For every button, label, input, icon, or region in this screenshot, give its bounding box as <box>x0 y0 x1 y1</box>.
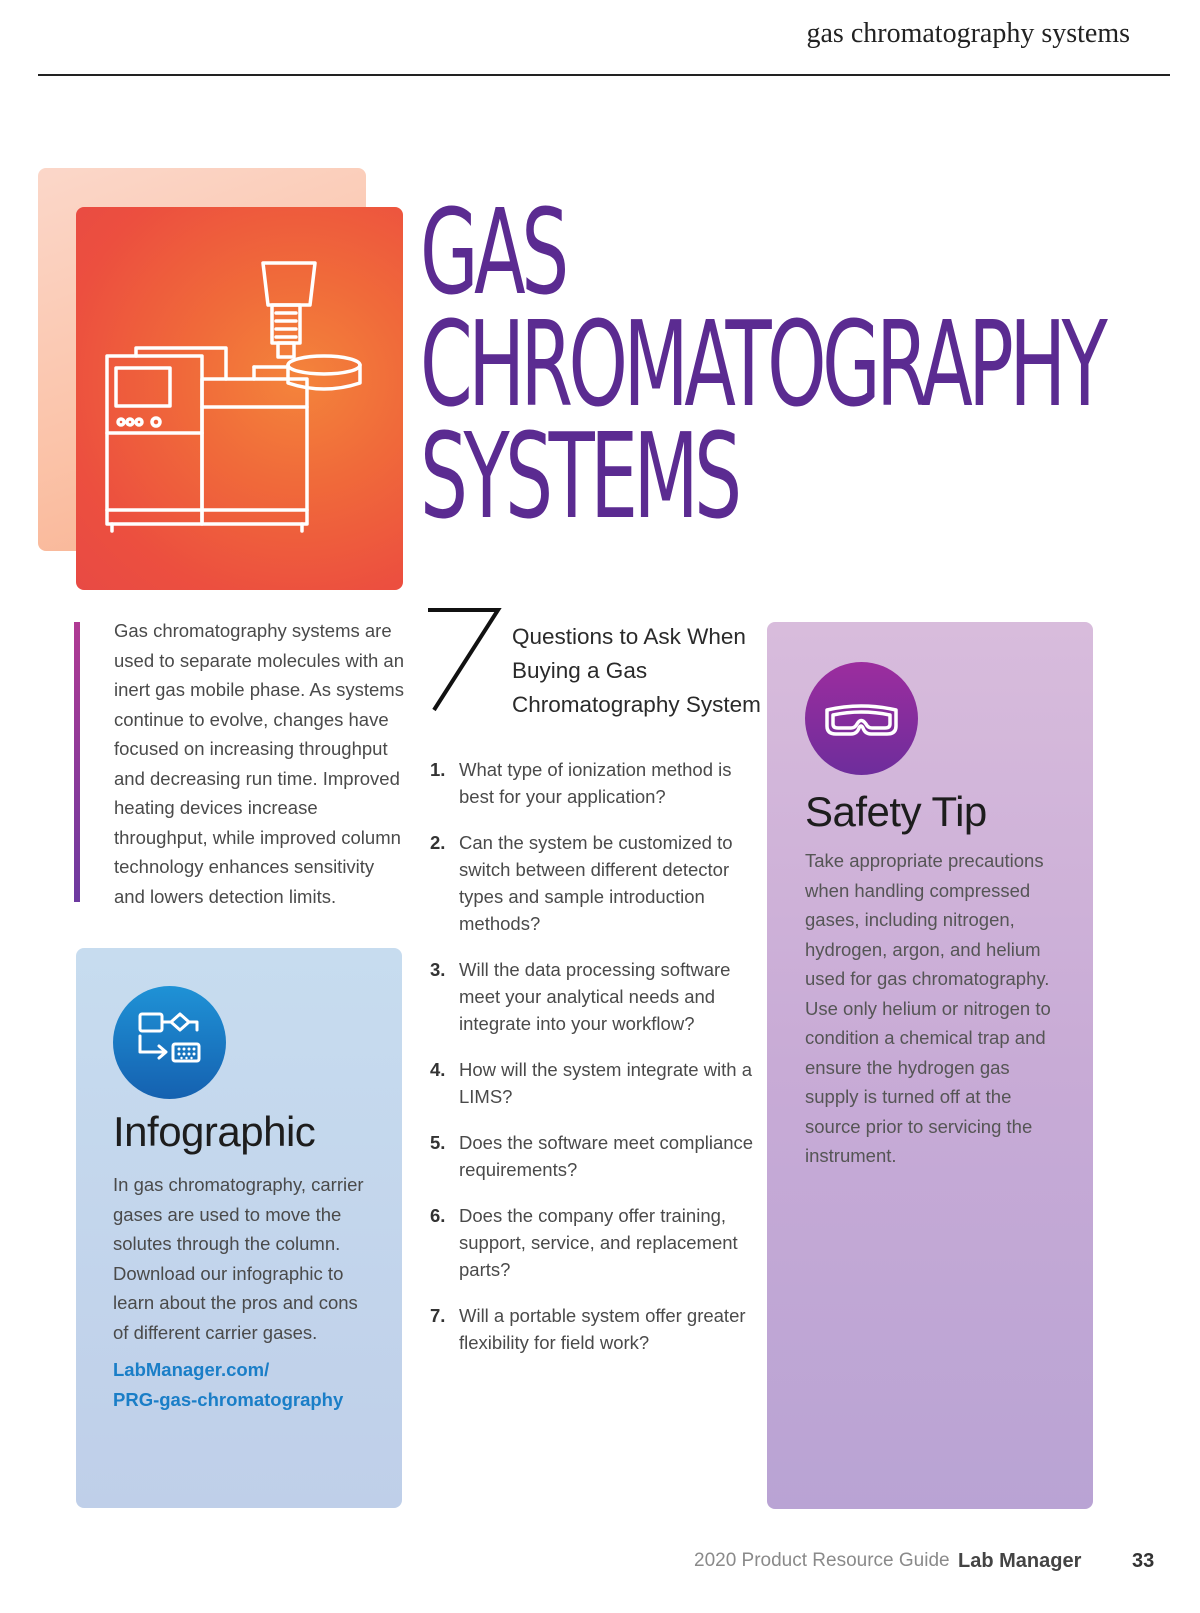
question-text: Does the software meet compliance requirements? <box>459 1132 754 1180</box>
question-number: 7. <box>430 1305 446 1326</box>
question-item <box>430 756 760 810</box>
question-number: 2. <box>430 832 446 853</box>
question-number: 5. <box>430 1132 446 1153</box>
question-number: 4. <box>430 1059 446 1080</box>
question-text: Will a portable system offer greater flexibility for field work? <box>459 1305 746 1353</box>
page-number: 33 <box>1132 1550 1155 1572</box>
question-text: What type of ionization method is best for your application? <box>459 759 732 807</box>
question-item <box>430 1056 760 1110</box>
safety-tip-text: Take appropriate precautions when handling compressed gases, including nitrogen, hydrogen, argon, and helium used for gas chromatography. Use only helium or nitrogen to condition a chemical trap and ensure the hydrogen gas supply is turned off at the source prior to servicing the instrument. <box>805 850 1051 1166</box>
big-number-seven <box>424 602 504 719</box>
question-number: 3. <box>430 959 446 980</box>
intro-accent-bar <box>74 622 80 902</box>
question-item <box>430 829 760 937</box>
questions-heading: Questions to Ask When Buying a Gas Chromatography System <box>512 624 761 717</box>
question-item <box>430 1302 760 1356</box>
goggles-glyph <box>805 662 918 775</box>
infographic-link-line-2: PRG-gas-chromatography <box>113 1388 344 1410</box>
header-rule <box>38 74 1170 76</box>
infographic-link-line-1: LabManager.com/ <box>113 1359 270 1380</box>
intro-paragraph: Gas chromatography systems are used to separate molecules with an inert gas mobile phase. As systems continue to evolve, changes have focused on increasing throughput and decreasing run time. Improved heating devices increase throughput, while improved column technology enhances sensitivity and lowers detection limits. <box>114 620 405 907</box>
title-line-3: SYSTEMS <box>420 407 738 545</box>
infographic-text: In gas chromatography, carrier gases are used to move the solutes through the column. Download our infographic to learn about the pros and cons of different carrier gases. <box>113 1174 364 1343</box>
title-line-1: GAS <box>420 183 565 321</box>
page-title <box>420 183 1200 545</box>
workflow-glyph <box>113 986 226 1099</box>
safety-goggles-icon <box>805 662 918 775</box>
question-text: Can the system be customized to switch between different detector types and sample introduction methods? <box>459 832 733 934</box>
hero-image <box>76 207 403 590</box>
infographic-link[interactable] <box>113 1355 343 1414</box>
question-text: Does the company offer training, support, service, and replacement parts? <box>459 1205 738 1280</box>
question-number: 1. <box>430 759 446 780</box>
workflow-diagram-icon <box>113 986 226 1099</box>
footer-brand: Lab Manager <box>958 1550 1082 1572</box>
seven-numeral <box>424 602 504 714</box>
question-item <box>430 1129 760 1183</box>
title-line-2: CHROMATOGRAPHY <box>420 295 1104 433</box>
infographic-heading: Infographic <box>113 1108 316 1155</box>
safety-tip-heading: Safety Tip <box>805 788 987 835</box>
running-head: gas chromatography systems <box>806 18 1130 49</box>
question-text: Will the data processing software meet your analytical needs and integrate into your workflow? <box>459 959 731 1034</box>
question-item <box>430 1202 760 1283</box>
gas-chromatograph-instrument-icon <box>76 207 403 590</box>
footer-guide-title: 2020 Product Resource Guide <box>694 1550 950 1571</box>
question-text: How will the system integrate with a LIMS? <box>459 1059 753 1107</box>
question-number: 6. <box>430 1205 446 1226</box>
question-item <box>430 956 760 1037</box>
questions-list <box>430 756 760 1375</box>
